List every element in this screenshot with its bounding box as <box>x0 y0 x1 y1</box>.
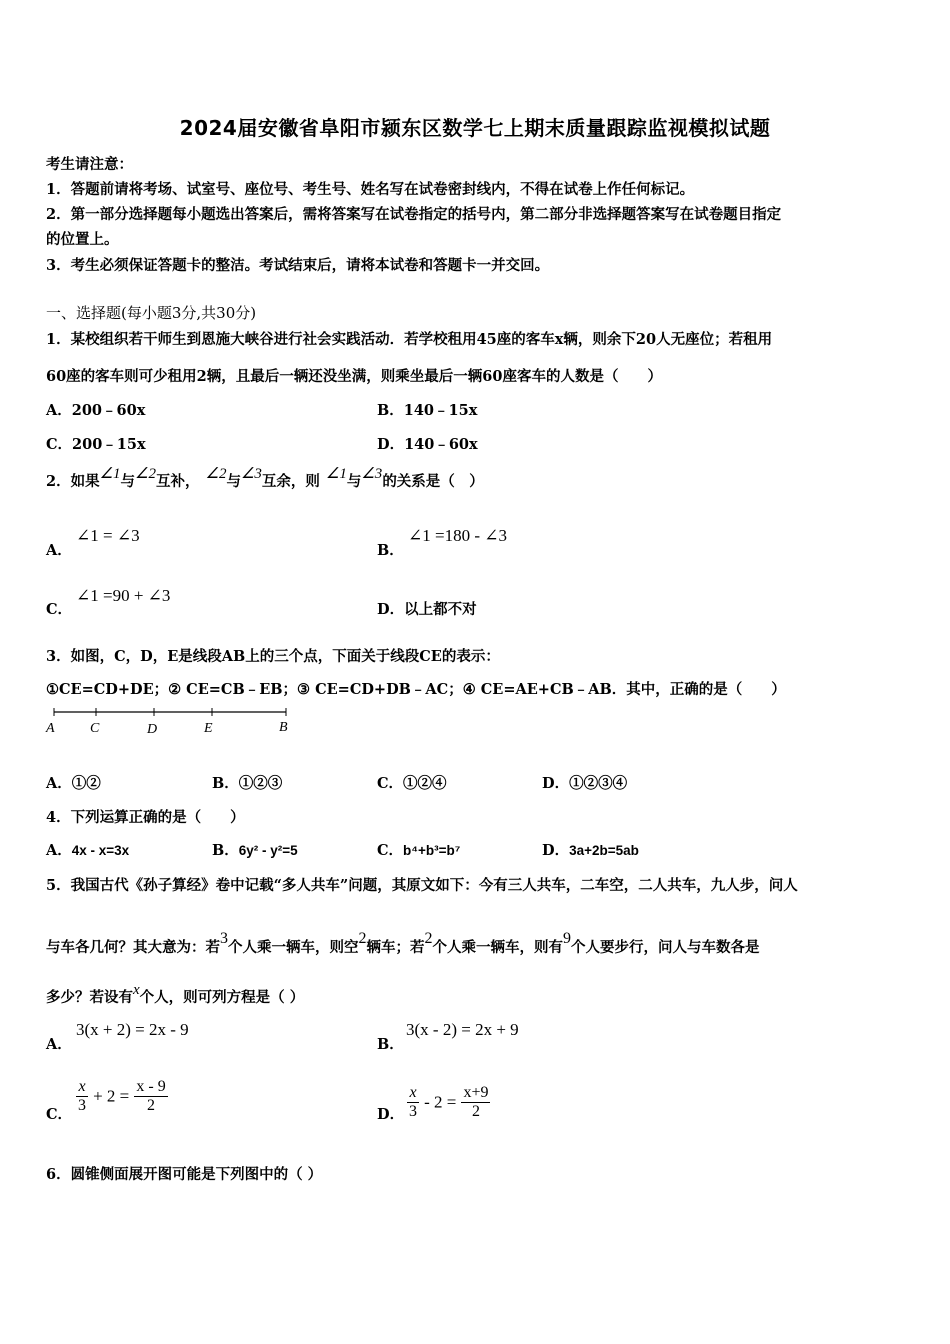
q5-stem-2 <box>46 930 760 957</box>
q5-num-2b: 2 <box>424 930 433 947</box>
q1-option-d[interactable]: D．140﹣60x <box>377 436 478 453</box>
q5-c-num-2: x - 9 <box>136 1078 166 1095</box>
q4-option-d-label: D． <box>542 842 570 859</box>
q5-text-2c: 辆车；若 <box>366 939 425 956</box>
q5-stem-3 <box>46 982 305 1007</box>
q5-num-9: 9 <box>563 930 571 947</box>
q5-option-d-label[interactable]: D． <box>377 1106 405 1123</box>
q5-d-den-1: 3 <box>409 1103 417 1120</box>
q5-d-num-1: x <box>407 1084 419 1103</box>
notice-item-3: 3．考生必须保证答题卡的整洁。考试结束后，请将本试卷和答题卡一并交回。 <box>46 257 550 274</box>
q2-stem <box>46 466 484 491</box>
q2-text-1: 2．如果 <box>46 473 100 490</box>
q5-option-d-math <box>407 1084 490 1121</box>
q5-c-den-2: 2 <box>147 1097 156 1114</box>
q4-option-d[interactable] <box>542 839 639 860</box>
q5-option-a-label[interactable]: A． <box>46 1036 72 1053</box>
q5-c-num-1: x <box>76 1078 88 1097</box>
q3-option-b[interactable]: B．①②③ <box>212 775 283 792</box>
q2-option-c-label[interactable]: C． <box>46 601 73 618</box>
point-label-b: B <box>279 720 288 735</box>
q2-option-d[interactable]: D．以上都不对 <box>377 601 477 618</box>
q2-option-c-math: ∠1 =90 + ∠3 <box>76 586 171 605</box>
q4-option-a[interactable] <box>46 839 129 860</box>
q4-option-d-expr: 3a+2b=5ab <box>569 843 639 858</box>
q2-angle-4: ∠3 <box>240 466 262 482</box>
q5-c-frac-2 <box>134 1078 167 1115</box>
q5-stem-1: 5．我国古代《孙子算经》卷中记载“多人共车”问题，其原文如下：今有三人共车，二车空，二人共车，九人步，问人 <box>46 877 798 894</box>
q5-text-2a: 与车各几何？其大意为：若 <box>46 939 220 956</box>
q5-num-2a: 2 <box>358 930 367 947</box>
q1-option-b[interactable]: B．140﹣15x <box>377 402 478 419</box>
q5-d-frac-2 <box>461 1084 490 1121</box>
q5-text-2e: 个人要步行，问人与车数各是 <box>571 939 760 956</box>
q3-stem-1: 3．如图，C，D，E是线段AB上的三个点，下面关于线段CE的表示： <box>46 648 500 665</box>
notice-item-1: 1．答题前请将考场、试室号、座位号、考生号、姓名写在试卷密封线内，不得在试卷上作任何标记。 <box>46 181 695 198</box>
q1-stem-1: 1．某校组织若干师生到恩施大峡谷进行社会实践活动．若学校租用45座的客车x辆，则余下20人无座位；若租用 <box>46 331 773 348</box>
notice-heading: 考生请注意： <box>46 156 133 173</box>
q5-c-den-1: 3 <box>78 1097 86 1114</box>
q4-option-c-expr: b⁴+b³=b⁷ <box>403 843 461 858</box>
q2-text-6: 与 <box>346 473 362 490</box>
q2-angle-5: ∠1 <box>325 466 347 482</box>
q5-num-3: 3 <box>220 930 228 947</box>
q2-option-b-label[interactable]: B． <box>377 542 404 559</box>
q3-option-a[interactable]: A．①② <box>46 775 101 792</box>
q4-option-b[interactable] <box>212 839 298 860</box>
notice-item-2: 2．第一部分选择题每小题选出答案后，需将答案写在试卷指定的括号内，第二部分非选择题答案写在试卷题目指定 <box>46 206 782 223</box>
q5-text-2b: 个人乘一辆车，则空 <box>228 939 359 956</box>
q1-option-a[interactable]: A．200﹣60x <box>46 402 146 419</box>
q4-option-a-label: A． <box>46 842 72 859</box>
q5-c-frac-1 <box>76 1078 88 1115</box>
q2-text-5: 互余，则 <box>261 473 320 490</box>
q2-angle-1: ∠1 <box>99 466 121 482</box>
q2-text-4: 与 <box>226 473 241 490</box>
q1-option-c[interactable]: C．200﹣15x <box>46 436 146 453</box>
point-label-c: C <box>90 721 100 736</box>
point-label-e: E <box>204 721 213 736</box>
q2-option-a-label[interactable]: A． <box>46 542 72 559</box>
q5-text-2d: 个人乘一辆车，则有 <box>432 939 563 956</box>
q5-text-3a: 多少？若设有 <box>46 989 133 1006</box>
q5-c-mid: + 2 = <box>93 1086 130 1106</box>
q5-option-c-label[interactable]: C． <box>46 1106 73 1123</box>
q5-var-x: x <box>133 982 140 998</box>
q4-option-b-label: B． <box>212 842 239 859</box>
q4-option-c[interactable] <box>377 839 460 860</box>
q3-option-d[interactable]: D．①②③④ <box>542 775 628 792</box>
q5-d-num-2: x+9 <box>463 1084 489 1101</box>
q2-angle-2: ∠2 <box>135 466 156 482</box>
q5-option-b-math: 3(x - 2) = 2x + 9 <box>406 1020 519 1039</box>
notice-item-2-cont: 的位置上。 <box>46 231 119 248</box>
q4-stem: 4．下列运算正确的是（ ） <box>46 809 245 826</box>
q5-option-b-label[interactable]: B． <box>377 1036 404 1053</box>
q2-angle-3: ∠2 <box>205 466 227 482</box>
q4-option-c-label: C． <box>377 842 404 859</box>
q5-option-a-math: 3(x + 2) = 2x - 9 <box>76 1020 189 1039</box>
q6-stem: 6．圆锥侧面展开图可能是下列图中的（ ） <box>46 1166 323 1183</box>
q2-text-2: 与 <box>120 473 136 490</box>
q2-text-3: 互补， <box>156 473 200 490</box>
q2-option-b-math: ∠1 =180 - ∠3 <box>408 526 507 545</box>
q5-d-den-2: 2 <box>471 1103 480 1120</box>
q3-stem-2: ①CE=CD+DE；② CE=CB﹣EB；③ CE=CD+DB﹣AC；④ CE=AE+CB﹣AB．其中，正确的是（ ） <box>46 681 786 698</box>
q2-option-a-math: ∠1 = ∠3 <box>76 526 140 545</box>
point-label-d: D <box>147 722 158 737</box>
segment-diagram <box>44 706 294 738</box>
q5-option-c-math <box>76 1078 168 1115</box>
point-label-a: A <box>46 721 55 736</box>
section-heading: 一、选择题(每小题3分,共30分) <box>46 304 257 322</box>
q3-option-c[interactable]: C．①②④ <box>377 775 447 792</box>
q2-text-7: 的关系是（ ） <box>382 473 484 490</box>
q5-d-frac-1 <box>407 1084 419 1121</box>
q4-option-a-expr: 4x - x=3x <box>71 843 130 858</box>
q1-stem-2: 60座的客车则可少租用2辆，且最后一辆还没坐满，则乘坐最后一辆60座客车的人数是（ ） <box>46 368 662 385</box>
q5-text-3b: 个人，则可列方程是（ ） <box>139 989 305 1006</box>
page-title: 2024届安徽省阜阳市颍东区数学七上期末质量跟踪监视模拟试题 <box>179 116 771 140</box>
q5-d-mid: - 2 = <box>424 1092 457 1112</box>
q2-angle-6: ∠3 <box>361 466 383 482</box>
q4-option-b-expr: 6y² - y²=5 <box>238 843 298 858</box>
